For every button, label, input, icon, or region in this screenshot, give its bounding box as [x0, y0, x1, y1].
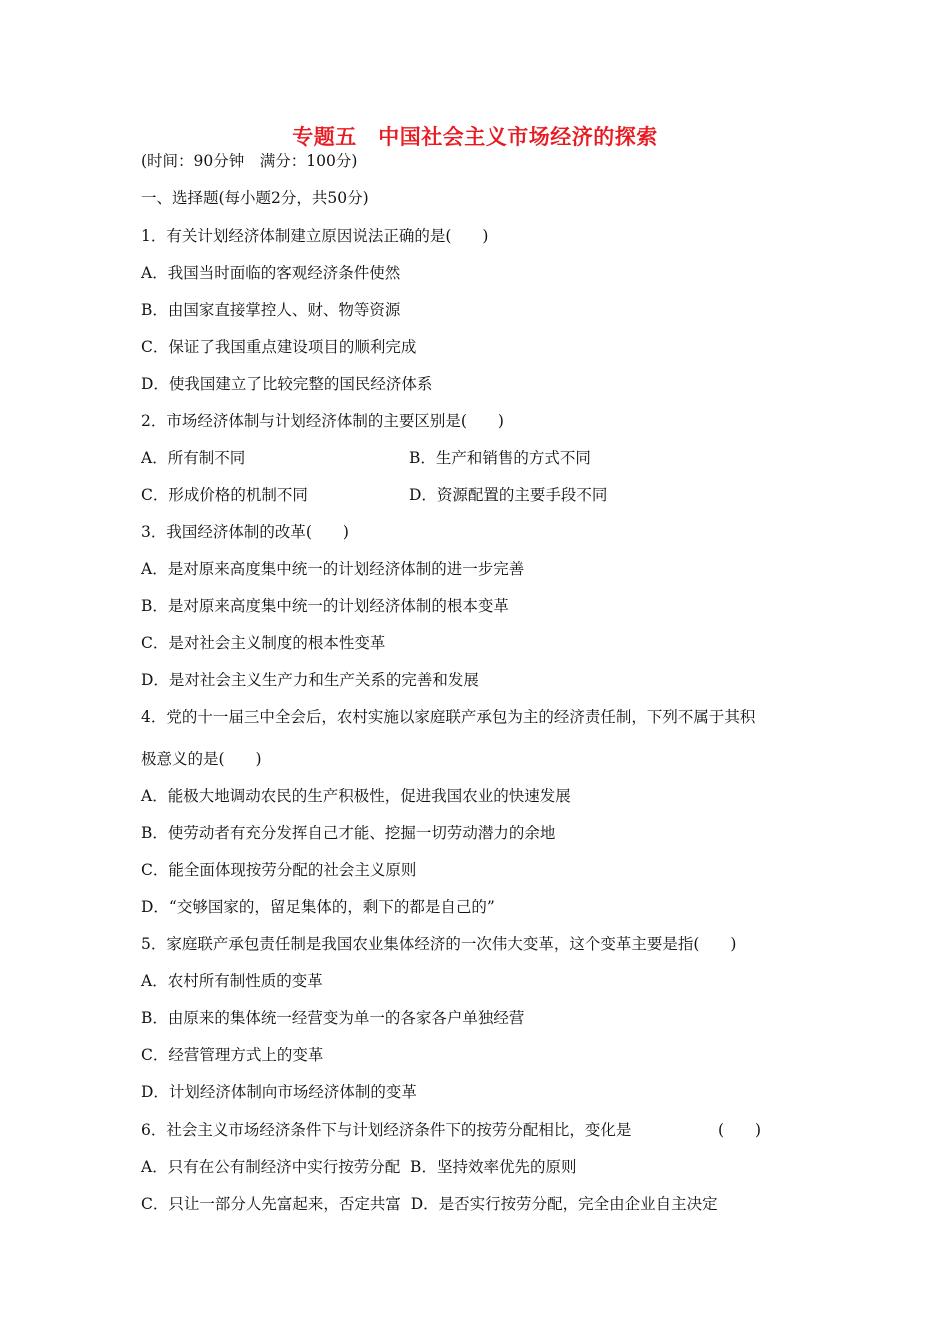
- question-2-option-c: C．形成价格的机制不同: [141, 486, 308, 504]
- question-2-option-a: A．所有制不同: [141, 449, 246, 467]
- question-4-option-d: D．“交够国家的，留足集体的，剩下的都是自己的”: [141, 898, 495, 916]
- section-heading: 一、选择题(每小题2分，共50分): [141, 189, 369, 207]
- question-5-option-d: D．计划经济体制向市场经济体制的变革: [141, 1083, 417, 1101]
- question-3-option-a: A．是对原来高度集中统一的计划经济体制的进一步完善: [141, 560, 525, 578]
- question-6-options-cd: C．只让一部分人先富起来，否定共富 D．是否实行按劳分配，完全由企业自主决定: [141, 1195, 718, 1213]
- question-4-option-b: B．使劳动者有充分发挥自己才能、挖掘一切劳动潜力的余地: [141, 824, 556, 842]
- question-1-option-c: C．保证了我国重点建设项目的顺利完成: [141, 338, 417, 356]
- question-2-stem: 2．市场经济体制与计划经济体制的主要区别是( ): [141, 412, 504, 430]
- question-6-stem: 6．社会主义市场经济条件下与计划经济条件下的按劳分配相比，变化是: [141, 1121, 632, 1139]
- question-3-stem: 3．我国经济体制的改革( ): [141, 523, 349, 541]
- question-4-option-c: C．能全面体现按劳分配的社会主义原则: [141, 861, 417, 879]
- question-4-option-a: A．能极大地调动农民的生产积极性，促进我国农业的快速发展: [141, 787, 571, 805]
- question-5-stem: 5．家庭联产承包责任制是我国农业集体经济的一次伟大变革，这个变革主要是指( ): [141, 935, 737, 953]
- question-1-option-a: A．我国当时面临的客观经济条件使然: [141, 264, 401, 282]
- page-title: 专题五 中国社会主义市场经济的探索: [292, 124, 658, 149]
- question-5-option-c: C．经营管理方式上的变革: [141, 1046, 324, 1064]
- question-3-option-d: D．是对社会主义生产力和生产关系的完善和发展: [141, 671, 479, 689]
- question-1-option-b: B．由国家直接掌控人、财、物等资源: [141, 301, 401, 319]
- question-2-option-d: D．资源配置的主要手段不同: [409, 486, 608, 504]
- question-4-stem: 4．党的十一届三中全会后，农村实施以家庭联产承包为主的经济责任制，下列不属于其积: [141, 708, 756, 726]
- question-1-stem: 1．有关计划经济体制建立原因说法正确的是( ): [141, 227, 489, 245]
- question-2-option-b: B．生产和销售的方式不同: [409, 449, 591, 467]
- question-6-options-ab: A．只有在公有制经济中实行按劳分配 B．坚持效率优先的原则: [141, 1158, 577, 1176]
- question-5-option-a: A．农村所有制性质的变革: [141, 972, 323, 990]
- time-info: (时间：90分钟 满分：100分): [141, 152, 358, 170]
- question-3-option-b: B．是对原来高度集中统一的计划经济体制的根本变革: [141, 597, 509, 615]
- question-6-answer-bracket: ( ): [718, 1121, 762, 1139]
- question-1-option-d: D．使我国建立了比较完整的国民经济体系: [141, 375, 433, 393]
- question-5-option-b: B．由原来的集体统一经营变为单一的各家各户单独经营: [141, 1009, 525, 1027]
- question-3-option-c: C．是对社会主义制度的根本性变革: [141, 634, 386, 652]
- question-4-stem-continued: 极意义的是( ): [141, 750, 262, 768]
